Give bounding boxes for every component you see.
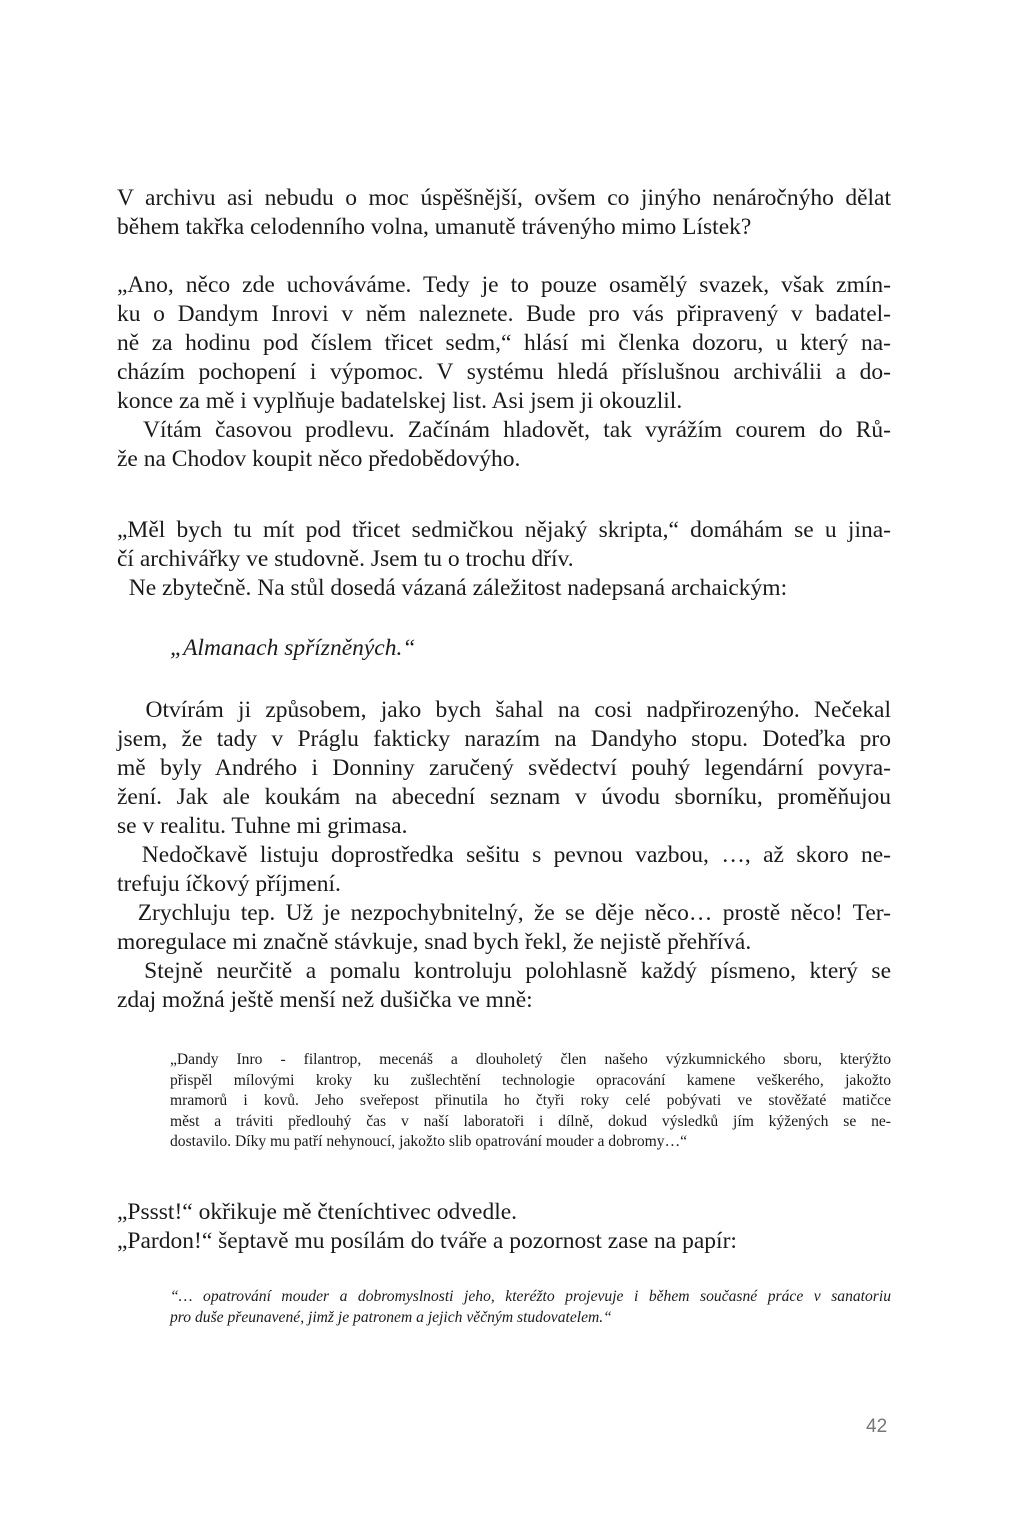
quote-line: mramorů i kovů. Jeho sveřepost přinutila ho čtyři roky celé pobývati ve stověžaté matičce [170,1092,891,1109]
text-line: cházím pochopení i výpomoc. V systému hledá příslušnou archiválii a do- [117,359,891,385]
text-line: že na Chodov koupit něco předobědovýho. [117,446,521,472]
text-line: zdaj možná ještě menší než dušička ve mně: [117,987,533,1013]
text-line: mě byly Andrého i Donniny zaručený svědectví pouhý legendární povyra- [117,755,891,781]
text-line: Vítám časovou prodlevu. Začínám hladovět, tak vyrážím courem do Rů- [117,417,891,443]
quote-line: “… opatrování mouder a dobromyslnosti jeho, kteréžto projevuje i během současné práce v sanatoriu [170,1288,891,1305]
almanac-quote-continuation [170,1287,891,1328]
paragraph-library-hush [117,1198,891,1256]
text-line: V archivu asi nebudu o moc úspěšnější, ovšem co jinýho nenáročnýho dělat [117,185,891,211]
paragraph-archive-intro [117,184,891,242]
paragraph-study-room [117,516,891,603]
text-line: „Pssst!“ okřikuje mě čteníchtivec odvedle. [117,1199,518,1225]
text-line: Nedočkavě listuju doprostředka sešitu s pevnou vazbou, …, až skoro ne- [117,842,891,868]
quote-line: dostavilo. Díky mu patří nehynoucí, jakožto slib opatrování mouder a dobromy…“ [170,1133,688,1150]
paragraph-archivist-dialogue [117,271,891,474]
page-number: 42 [866,1416,888,1437]
quote-line: „Dandy Inro - filantrop, mecenáš a dlouholetý člen našeho výzkumnického sboru, kterýžto [170,1051,891,1068]
text-line: „Ano, něco zde uchováváme. Tedy je to pouze osamělý svazek, však zmín- [117,272,891,298]
text-line: moregulace mi značně stávkuje, snad bych řekl, že nejistě přehřívá. [117,929,752,955]
quote-line: přispěl mílovými kroky ku zušlechtění technologie opracování kamene veškerého, jakožto [170,1071,891,1089]
text-line: ku o Dandym Inrovi v něm naleznete. Bude pro vás připravený v badatel- [117,301,891,327]
book-title: „Almanach spřízněných.“ [170,635,416,661]
text-line: Otvírám ji způsobem, jako bych šahal na cosi nadpřirozenýho. Nečekal [117,697,891,723]
text-line: konce za mě i vyplňuje badatelskej list. Asi jsem ji okouzlil. [117,388,683,414]
text-line: během takřka celodenního volna, umanutě trávenýho mimo Lístek? [117,214,752,240]
text-line: ně za hodinu pod číslem třicet sedm,“ hlásí mi členka dozoru, u který na- [117,330,891,356]
text-line: se v realitu. Tuhne mi grimasa. [117,813,408,839]
text-line: žení. Jak ale koukám na abecední seznam v úvodu sborníku, proměňujou [117,784,891,810]
text-line: Stejně neurčitě a pomalu kontroluju polohlasně každý písmeno, který se [117,958,891,984]
text-line: „Pardon!“ šeptavě mu posílám do tváře a pozornost zase na papír: [117,1228,737,1254]
paragraph-almanac-reading [117,696,891,1015]
text-line: čí archivářky ve studovně. Jsem tu o trochu dřív. [117,546,574,572]
almanac-quote-block [170,1050,891,1153]
quote-line: pro duše přeunavené, jimž je patronem a jejich věčným studovatelem.“ [170,1308,612,1326]
text-line: jsem, že tady v Práglu fakticky narazím na Dandyho stopu. Doteďka pro [117,726,891,752]
text-line: „Měl bych tu mít pod třicet sedmičkou nějaký skripta,“ domáhám se u jina- [117,517,891,543]
quote-line: měst a tráviti předlouhý čas v naší laboratoři i dílně, dokud výsledků jím kýžených se ne- [170,1112,891,1130]
text-line: trefuju íčkový příjmení. [117,871,341,897]
text-line: Ne zbytečně. Na stůl dosedá vázaná záležitost nadepsaná archaickým: [117,575,788,601]
text-line: Zrychluju tep. Už je nezpochybnitelný, že se děje něco… prostě něco! Ter- [117,900,891,926]
